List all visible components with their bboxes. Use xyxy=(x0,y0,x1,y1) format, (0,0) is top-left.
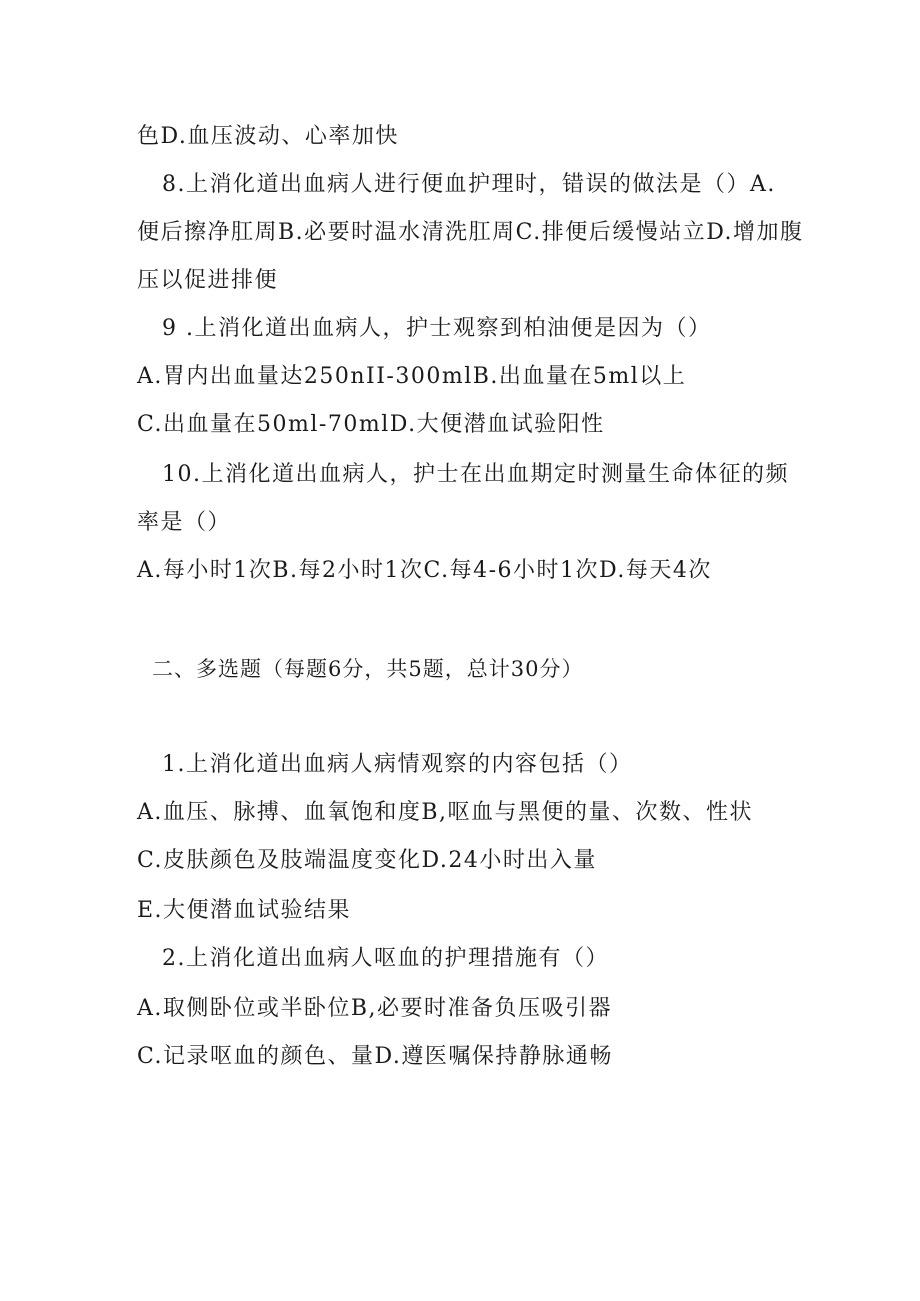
text-line-q7-continuation: 色D.血压波动、心率加快 xyxy=(137,124,399,149)
text-line-mq1-options-cd: C.皮肤颜色及肢端温度变化D.24小时出入量 xyxy=(137,848,597,873)
text-line-mq1-options-ab: A.血压、脉搏、血氧饱和度B,呕血与黑便的量、次数、性状 xyxy=(137,800,754,825)
text-line-q10-stem-end: 率是（） xyxy=(137,510,232,535)
text-line-q10-stem: 10.上消化道出血病人，护士在出血期定时测量生命体征的频 xyxy=(162,462,789,487)
text-line-mq1-stem: 1.上消化道出血病人病情观察的内容包括（） xyxy=(162,752,633,777)
text-line-q8-options: 便后擦净肛周B.必要时温水清洗肛周C.排便后缓慢站立D.增加腹 xyxy=(137,220,804,245)
text-line-q9-options-cd: C.出血量在50ml-70mlD.大便潜血试验阳性 xyxy=(137,412,605,437)
text-line-q9-options-ab: A.胃内出血量达250nII-300mlB.出血量在5ml以上 xyxy=(137,364,687,389)
section-title-multiple-choice: 二、多选题（每题6分，共5题，总计30分） xyxy=(152,657,584,681)
text-line-mq2-stem: 2.上消化道出血病人呕血的护理措施有（） xyxy=(162,946,609,971)
text-line-mq2-options-ab: A.取侧卧位或半卧位B,必要时准备负压吸引器 xyxy=(137,996,613,1021)
text-line-q8-option-d: 压以促进排便 xyxy=(137,268,279,293)
text-line-q9-stem: 9 .上消化道出血病人，护士观察到柏油便是因为（） xyxy=(162,316,712,341)
text-line-mq1-option-e: E.大便潜血试验结果 xyxy=(137,898,352,923)
text-line-q8-stem: 8.上消化道出血病人进行便血护理时，错误的做法是（）A. xyxy=(162,172,776,197)
text-line-q10-options: A.每小时1次B.每2小时1次C.每4-6小时1次D.每天4次 xyxy=(137,558,712,583)
text-line-mq2-options-cd: C.记录呕血的颜色、量D.遵医嘱保持静脉通畅 xyxy=(137,1044,613,1069)
